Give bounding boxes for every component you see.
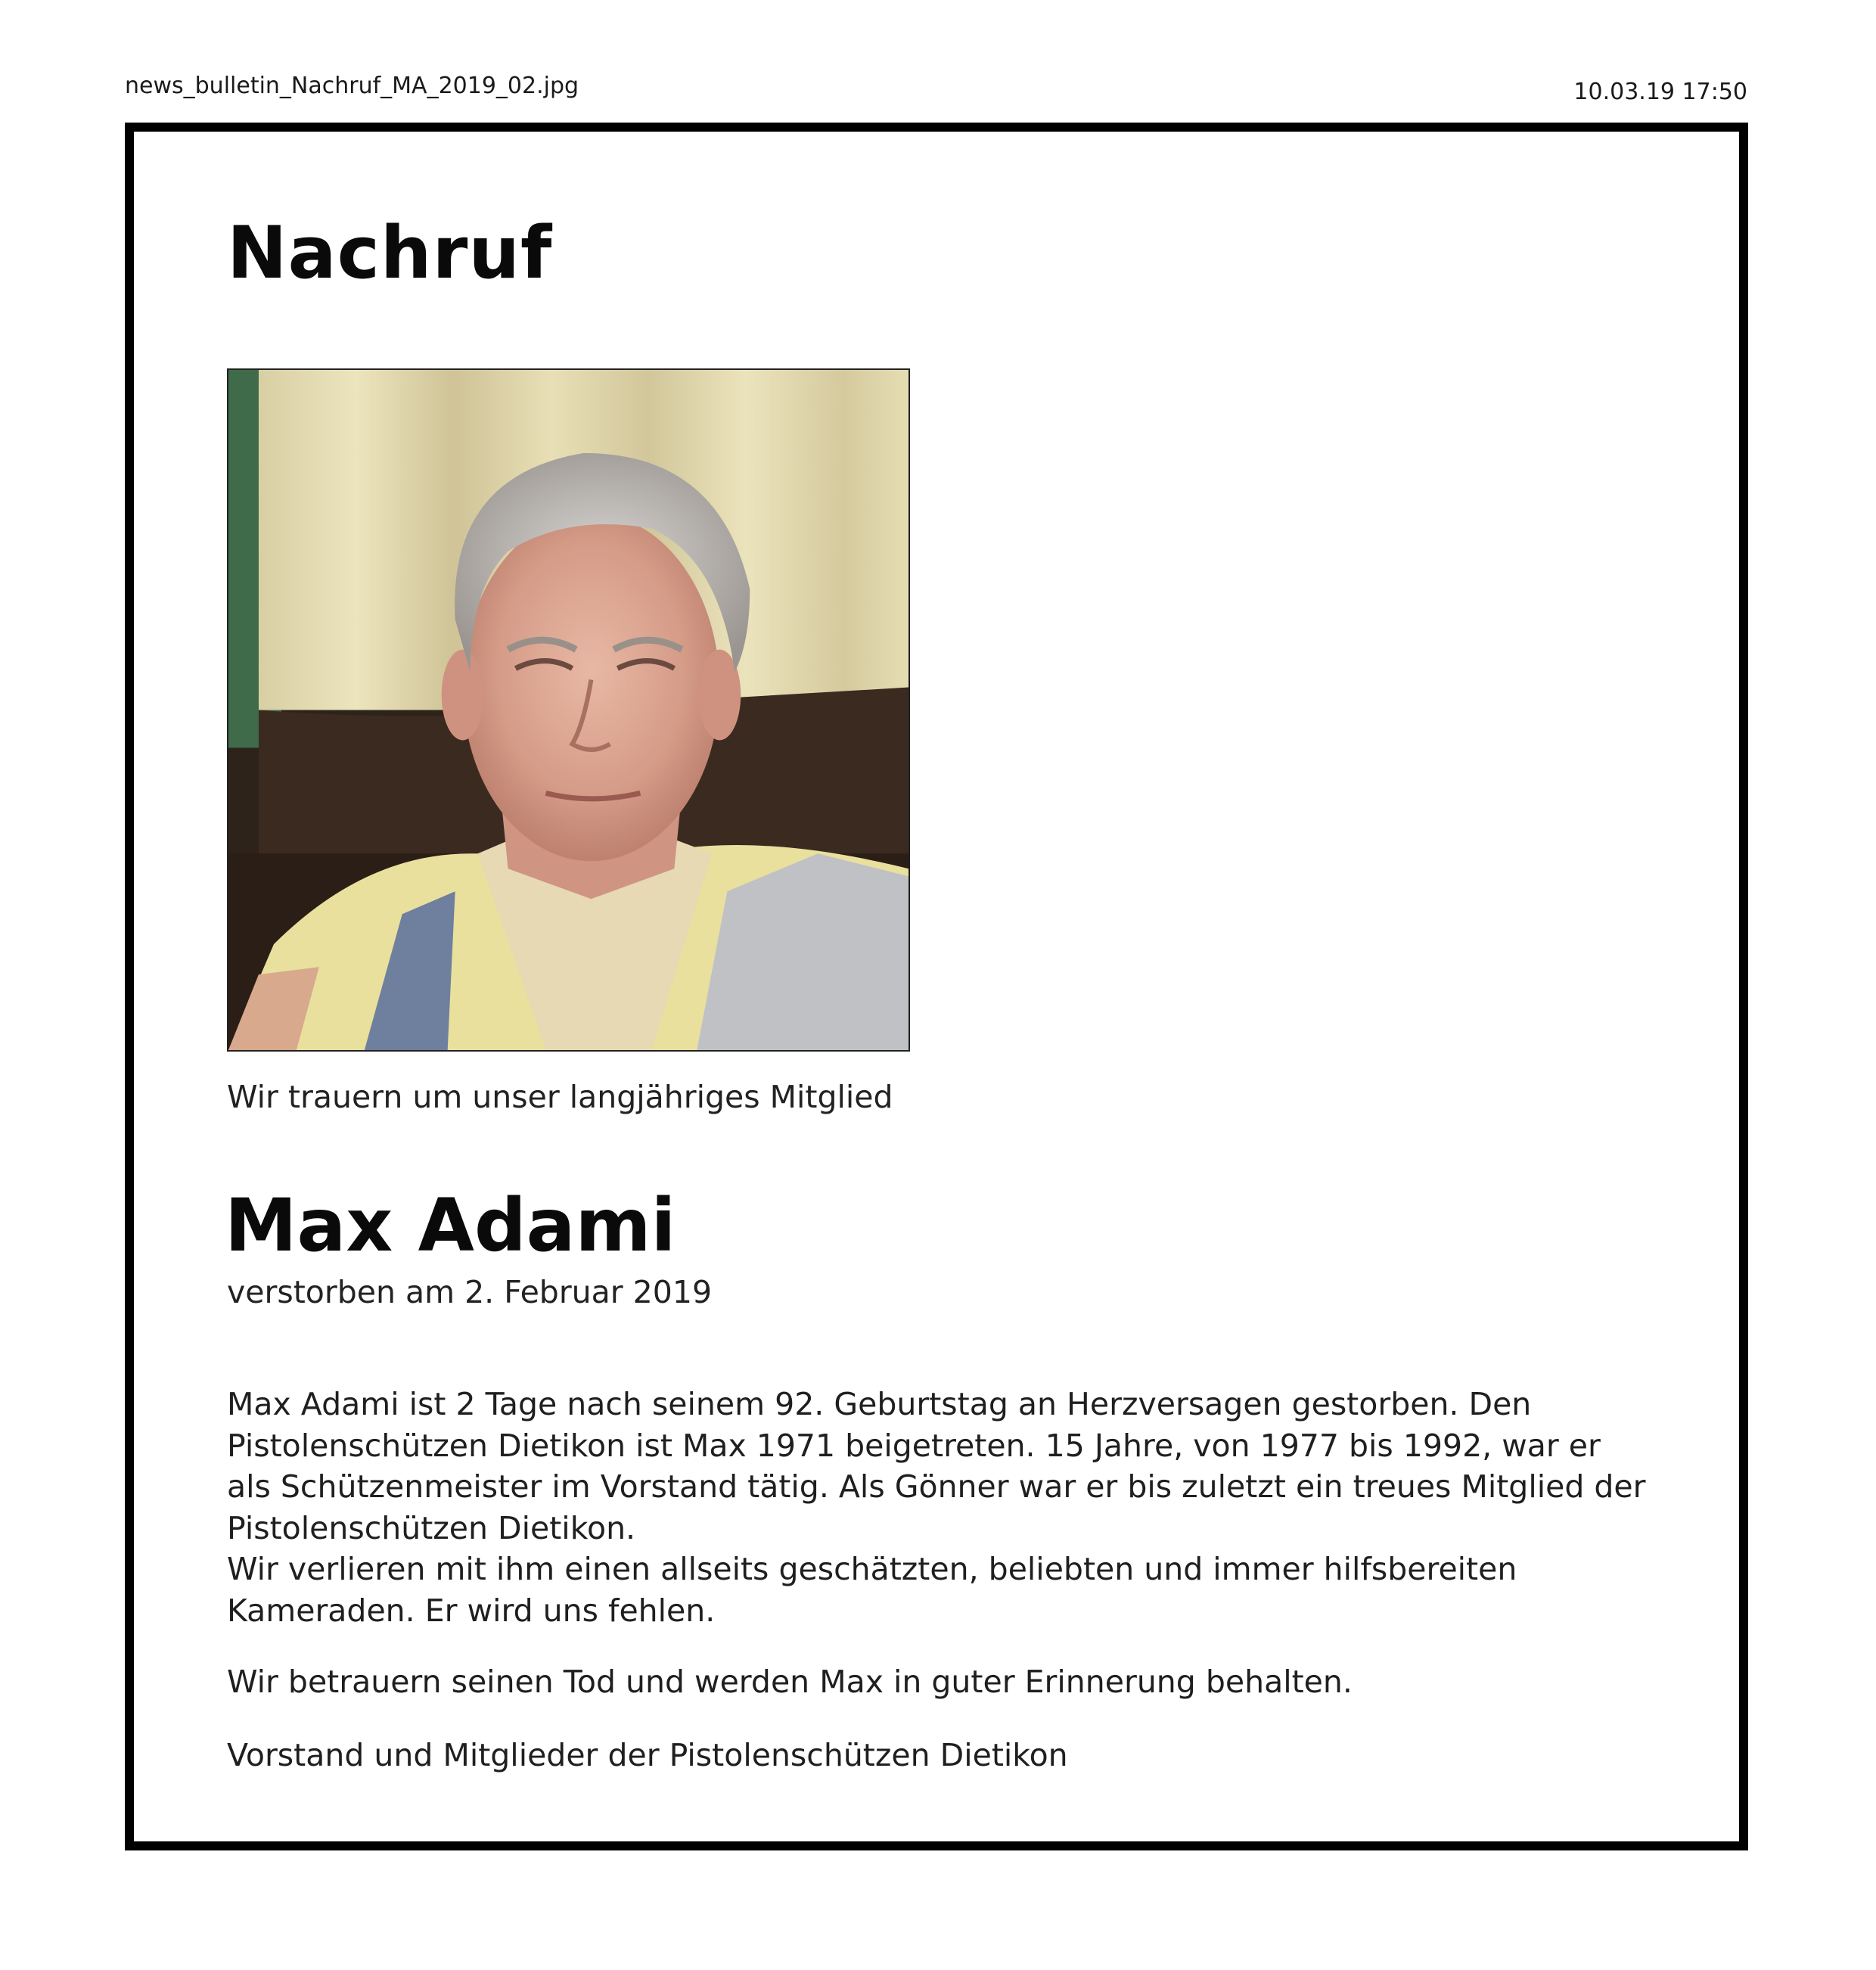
- body-line: Wir verlieren mit ihm einen allseits geschätzten, beliebten und immer hilfsbereiten: [227, 1551, 1517, 1587]
- portrait-photo: [227, 368, 910, 1052]
- page-title: Nachruf: [227, 212, 553, 295]
- obituary-body: [227, 1384, 1679, 1776]
- deceased-name: Max Adami: [225, 1183, 676, 1268]
- print-filename: news_bulletin_Nachruf_MA_2019_02.jpg: [125, 73, 579, 99]
- bulletin-frame: [125, 123, 1748, 1850]
- death-date: verstorben am 2. Februar 2019: [227, 1274, 713, 1310]
- body-line: Max Adami ist 2 Tage nach seinem 92. Geburtstag an Herzversagen gestorben. Den: [227, 1386, 1532, 1422]
- mourning-line: Wir trauern um unser langjähriges Mitglied: [227, 1079, 893, 1115]
- body-line: Pistolenschützen Dietikon.: [227, 1509, 636, 1546]
- body-line: Pistolenschützen Dietikon ist Max 1971 beigetreten. 15 Jahre, von 1977 bis 1992, war er: [227, 1427, 1601, 1464]
- closing-paragraph: Wir betrauern seinen Tod und werden Max in guter Erinnerung behalten.: [227, 1664, 1353, 1700]
- print-datetime: 10.03.19 17:50: [1573, 79, 1747, 105]
- body-line: als Schützenmeister im Vorstand tätig. Als Gönner war er bis zuletzt ein treues Mitglied der: [227, 1468, 1646, 1505]
- body-line: Kameraden. Er wird uns fehlen.: [227, 1592, 716, 1629]
- signature: Vorstand und Mitglieder der Pistolenschützen Dietikon: [227, 1736, 1068, 1773]
